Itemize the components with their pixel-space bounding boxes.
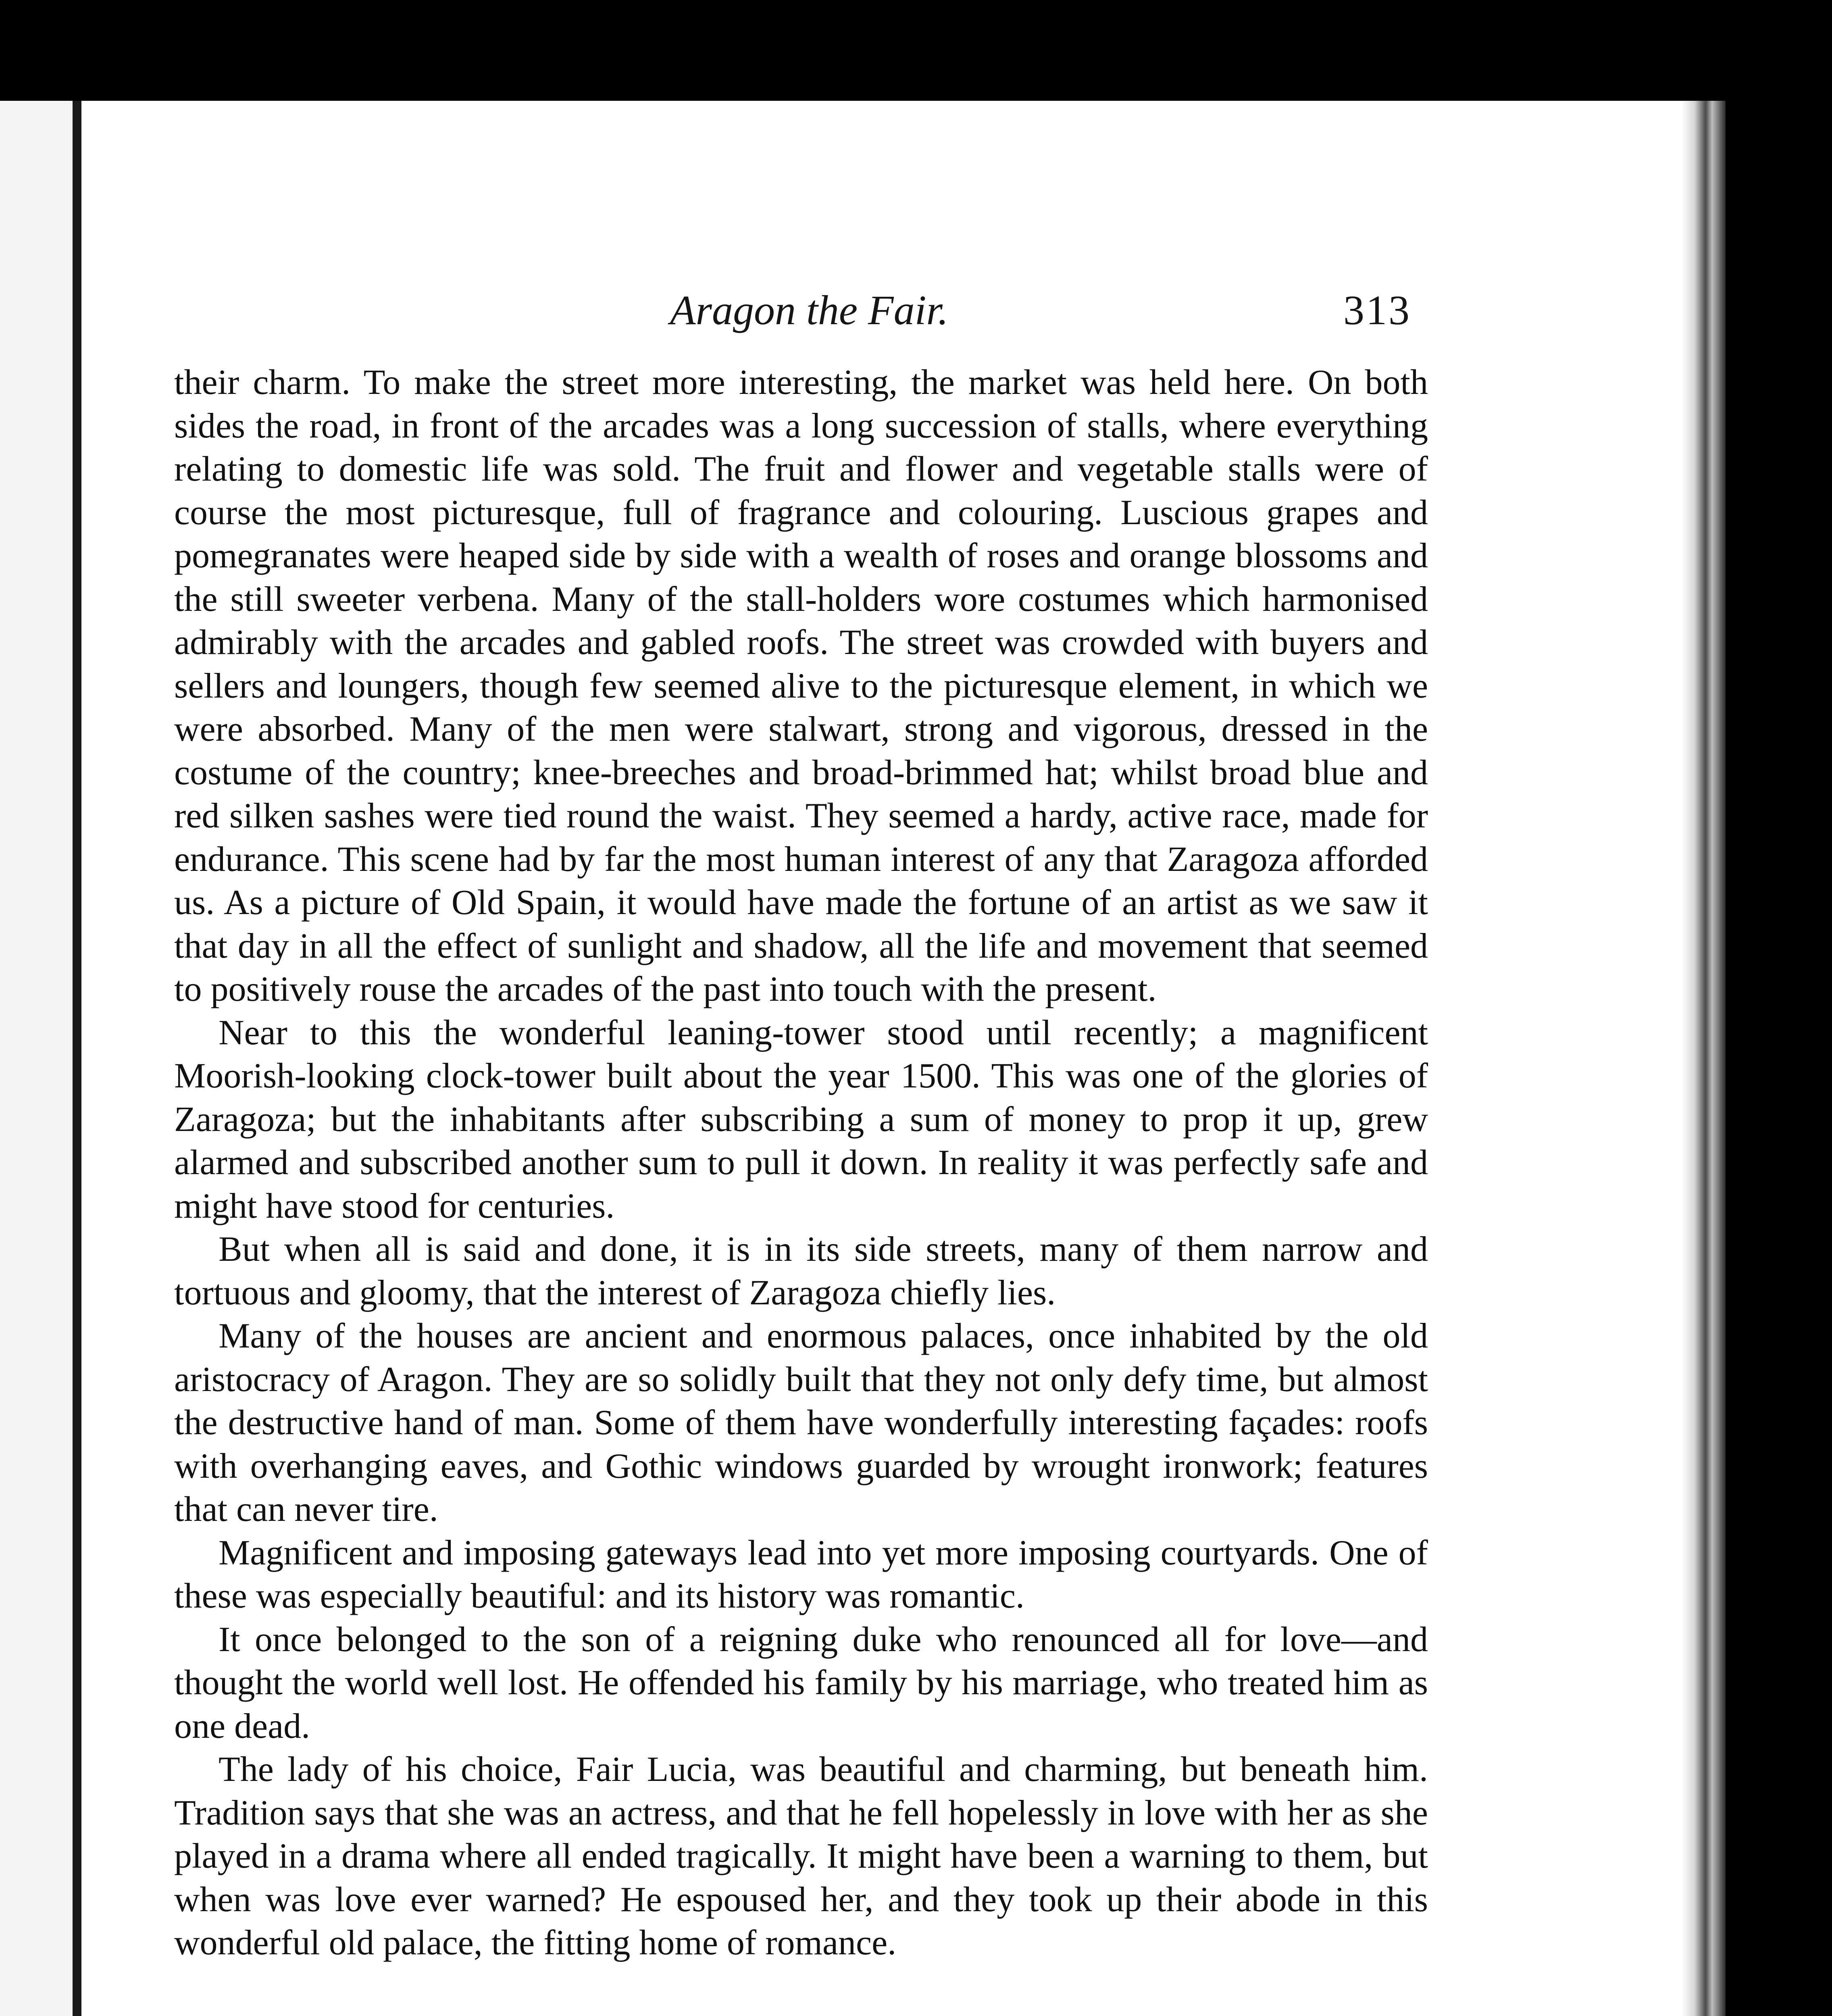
paragraph: Many of the houses are ancient and enormous palaces, once inhabited by the old aristocracy of Aragon. They are so solidly built that they not only defy time, but almost the destructive hand of man. Some of them have wonderfully interesting façades: roofs with overhanging eaves, and Gothic windows guarded by wrought ironwork; features that can never tire. [174, 1316, 1428, 1529]
paragraph: their charm. To make the street more interesting, the market was held here. On both sides the road, in front of the arcades was a long succession of stalls, where everything relating to domestic life was sold. The fruit and flower and vegetable stalls were of course the most picturesque, full of fragrance and colouring. Luscious grapes and pomegranates were heaped side by side with a wealth of roses and orange blossoms and the still sweeter verbena. Many of the stall-holders wore costumes which harmonised admirably with the arcades and gabled roofs. The street was crowded with buyers and sellers and loungers, though few seemed alive to the picturesque element, in which we were absorbed. Many of the men were stalwart, strong and vigorous, dressed in the costume of the country; knee-breeches and broad-brimmed hat; whilst broad blue and red silken sashes were tied round the waist. They seemed a hardy, active race, made for endurance. This scene had by far the most human interest of any that Zaragoza afforded us. As a picture of Old Spain, it would have made the fortune of an artist as we saw it that day in all the effect of sunlight and shadow, all the life and movement that seemed to positively rouse the arcades of the past into touch with the present. [174, 363, 1428, 1009]
paragraph: The lady of his choice, Fair Lucia, was beautiful and charming, but beneath him. Tradition says that she was an actress, and that he fell hopelessly in love with her as she played in a drama where all ended tragically. It might have been a warning to them, but when was love ever warned? He espoused her, and they took up their abode in this wonderful old palace, the fitting home of romance. [174, 1750, 1428, 1962]
paragraph: But when all is said and done, it is in its side streets, many of them narrow and tortuous and gloomy, that the interest of Zaragoza chiefly lies. [174, 1230, 1428, 1312]
book-gutter [73, 101, 81, 2016]
previous-page-sliver [0, 101, 73, 2016]
paragraph: It once belonged to the son of a reigning duke who renounced all for love—and thought the world well lost. He offended his family by his marriage, who treated him as one dead. [174, 1620, 1428, 1746]
paragraph: Near to this the wonderful leaning-tower stood until recently; a magnificent Moorish-looking clock-tower built about the year 1500. This was one of the glories of Zaragoza; but the inhabitants after subscribing a sum of money to prop it up, grew alarmed and subscribed another sum to pull it down. In reality it was perfectly safe and might have stood for centuries. [174, 1013, 1428, 1226]
body-text [174, 361, 1428, 1965]
running-title: Aragon the Fair. [670, 287, 949, 333]
paragraph: Magnificent and imposing gateways lead into yet more imposing courtyards. One of these was especially beautiful: and its history was romantic. [174, 1533, 1428, 1616]
page-header [81, 286, 1698, 351]
page-number: 313 [1343, 287, 1411, 333]
page-edge [1681, 101, 1726, 2016]
